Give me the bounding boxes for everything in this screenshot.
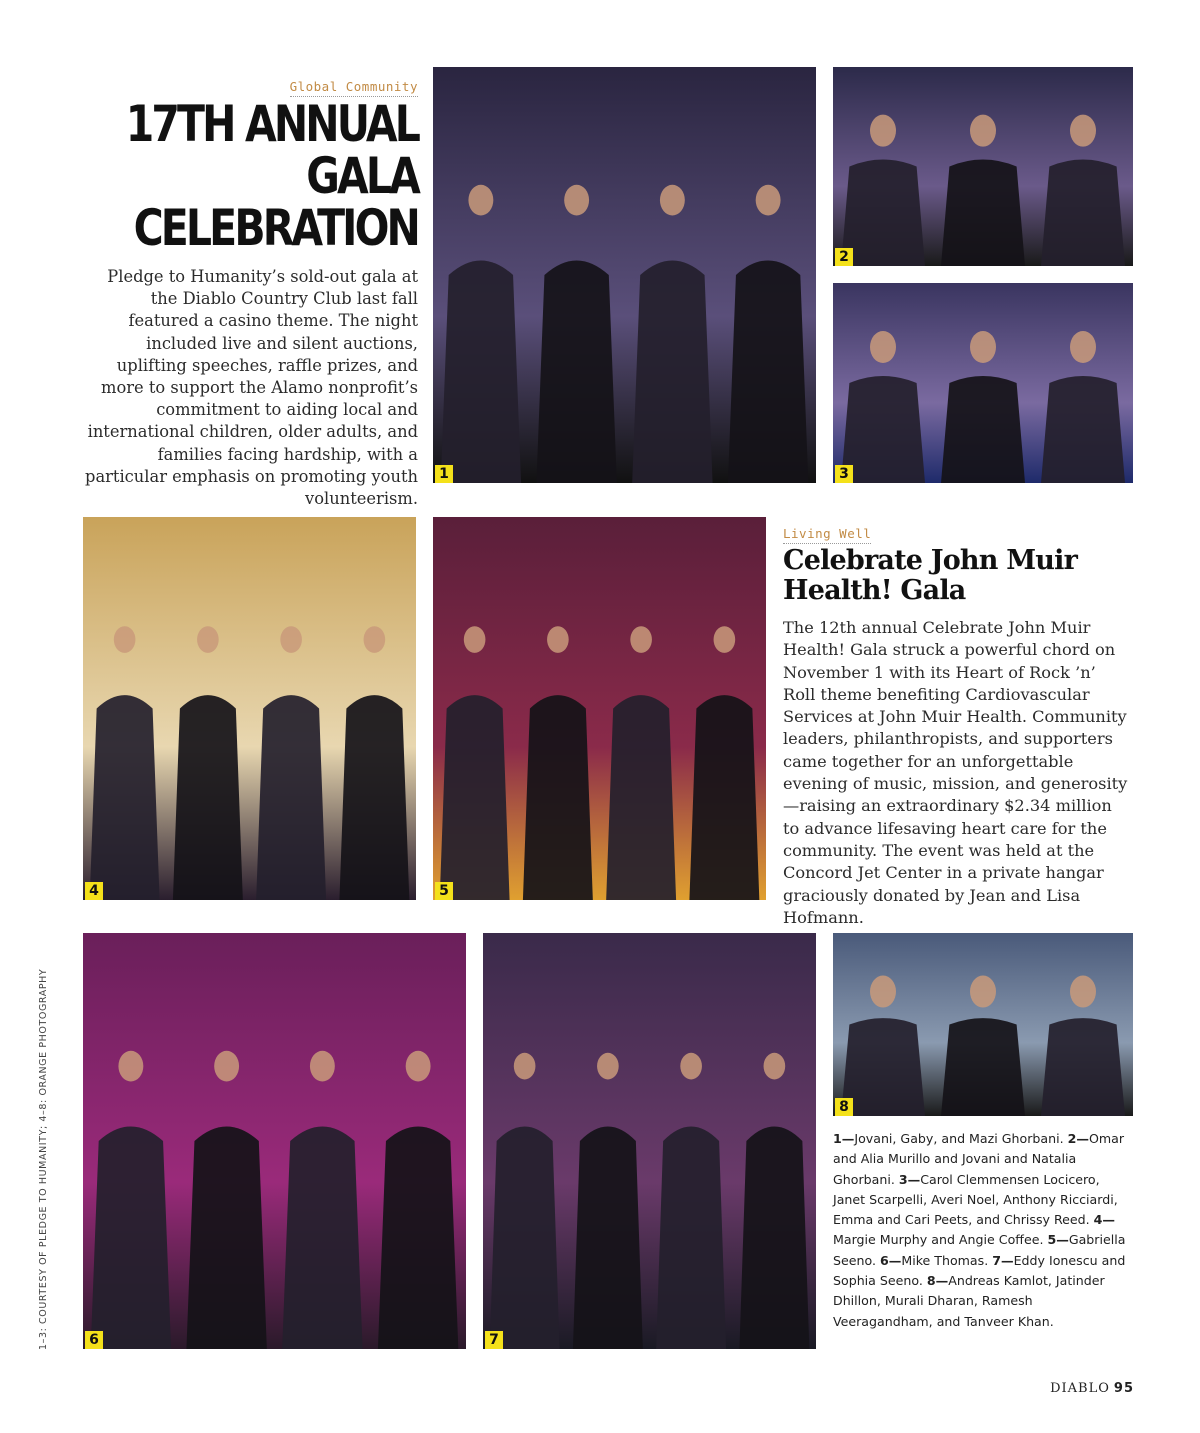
- caption-number: 6—: [879, 1252, 902, 1268]
- caption-number: 3—: [898, 1171, 921, 1187]
- caption-number: 4—: [1093, 1212, 1116, 1228]
- section2-body: The 12th annual Celebrate John Muir Health! Gala struck a powerful chord on November 1 with its Heart of Rock ’n’ Roll theme benefiting Cardiovascular Services at John Muir Health. Community leaders, philanthropists, and supporters came together for an unforgettable evening of music, mission, and generosity—raising an extraordinary $2.34 million to advance lifesaving heart care for the community. The event was held at the Concord Jet Center in a private hangar graciously donated by Jean and Lisa Hofmann.: [783, 618, 1128, 927]
- photo-credit: 1–3: COURTESY OF PLEDGE TO HUMANITY; 4–8: ORANGE PHOTOGRAPHY: [38, 968, 49, 1350]
- section1-body: Pledge to Humanity’s sold-out gala at the Diablo Country Club last fall featured a casino theme. The night included live and silent auctions, uplifting speeches, raffle prizes, and more to support the Alamo nonprofit’s commitment to aiding local and international children, older adults, and families facing hardship, with a particular emphasis on promoting youth volunteerism.: [85, 267, 418, 509]
- banquet-hall-photo: [833, 283, 1133, 483]
- caption-number: 2—: [1067, 1131, 1089, 1146]
- caption-text: Margie Murphy and Angie Coffee.: [833, 1232, 1048, 1248]
- section2-kicker: Living Well: [783, 526, 871, 544]
- title-line: GALA: [306, 147, 418, 205]
- magazine-name: DIABLO: [1050, 1381, 1110, 1396]
- photo-number-badge: 1: [435, 465, 453, 483]
- caption-text: Andreas Kamlot, Jatinder Dhillon, Murali Dharan, Ramesh Veeragandham, and Tanveer Khan.: [833, 1273, 1105, 1329]
- photo-captions: [833, 1129, 1133, 1332]
- section1-kicker-wrap: [84, 76, 418, 97]
- section1-title: [124, 95, 419, 257]
- photo-6: [83, 933, 466, 1349]
- photo-number-badge: 7: [485, 1331, 503, 1349]
- caption-number: 7—: [992, 1252, 1014, 1268]
- photo-4: [83, 517, 416, 900]
- title-line: 17TH ANNUAL: [125, 95, 419, 153]
- couple-table-photo: [483, 933, 816, 1349]
- page-folio: [1050, 1381, 1134, 1396]
- section2-title: Celebrate John Muir Health! Gala: [783, 545, 1077, 606]
- table-guests-photo: [833, 67, 1133, 266]
- caption-text: Mike Thomas.: [901, 1252, 993, 1268]
- speaker-podium-photo: [83, 933, 466, 1349]
- men-group-photo: [833, 933, 1133, 1116]
- group-portrait-photo: [433, 67, 816, 483]
- photo-number-badge: 2: [835, 248, 853, 266]
- photo-1: [433, 67, 816, 483]
- section1-kicker: Global Community: [290, 79, 418, 97]
- caption-text: Omar and Alia Murillo and Jovani and Natalia Ghorbani.: [833, 1131, 1125, 1187]
- caption-number: 8—: [926, 1273, 949, 1289]
- title-line: CELEBRATION: [133, 199, 418, 257]
- photo-number-badge: 6: [85, 1331, 103, 1349]
- photo-2: [833, 67, 1133, 266]
- caption-text: Carol Clemmensen Locicero, Janet Scarpelli, Averi Noel, Anthony Ricciardi, Emma and Cari Peets, and Chrissy Reed.: [833, 1171, 1118, 1228]
- section2-kicker-wrap: [783, 523, 871, 544]
- photo-5: [433, 517, 766, 900]
- caption-text: Jovani, Gaby, and Mazi Ghorbani.: [854, 1131, 1068, 1146]
- caption-number: 1—: [833, 1131, 855, 1146]
- two-women-photo: [83, 517, 416, 900]
- page-number: 95: [1113, 1381, 1134, 1396]
- photo-3: [833, 283, 1133, 483]
- caption-text: Eddy Ionescu and Sophia Seeno.: [833, 1252, 1126, 1289]
- caption-number: 5—: [1047, 1232, 1069, 1248]
- photo-number-badge: 8: [835, 1098, 853, 1116]
- photo-8: [833, 933, 1133, 1116]
- award-winner-photo: [433, 517, 766, 900]
- caption-text: Gabriella Seeno.: [833, 1232, 1126, 1268]
- photo-7: [483, 933, 816, 1349]
- photo-number-badge: 5: [435, 882, 453, 900]
- photo-number-badge: 3: [835, 465, 853, 483]
- photo-number-badge: 4: [85, 882, 103, 900]
